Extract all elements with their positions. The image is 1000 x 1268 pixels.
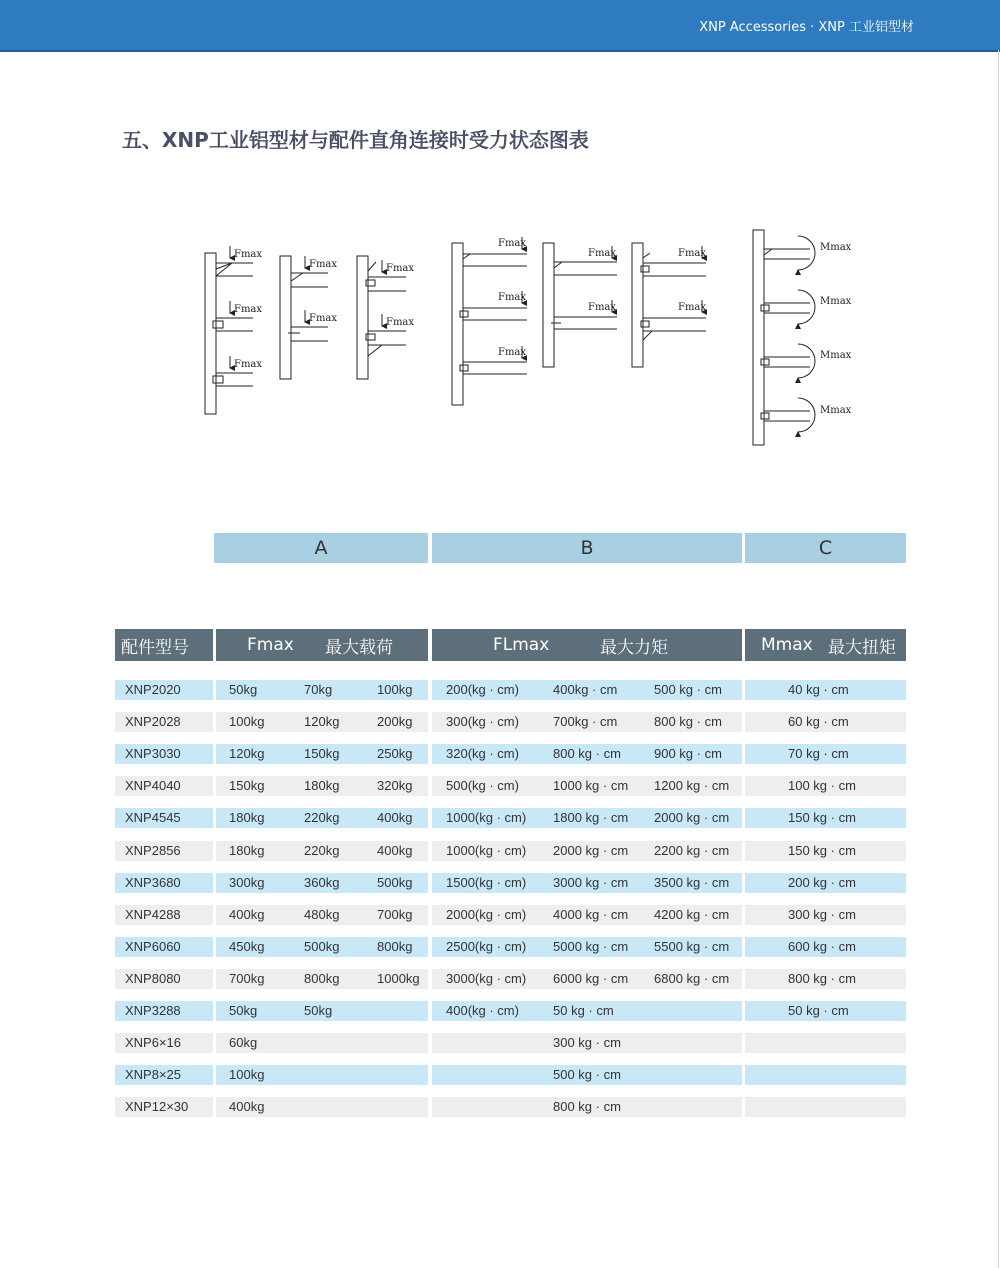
table-cell-a1: 700kg: [229, 971, 265, 986]
table-cell-b3: 5500 kg · cm: [654, 939, 730, 954]
table-cell-model: XNP12×30: [125, 1099, 189, 1114]
header-mmax-cn: 最大扭矩: [828, 637, 896, 658]
table-cell-a1: 180kg: [229, 810, 265, 825]
table-cell-b1: 320(kg · cm): [446, 746, 519, 761]
header-fmax-cn: 最大载荷: [325, 637, 393, 658]
table-cell-b2: 300 kg · cm: [553, 1035, 621, 1050]
table-cell-b1: 1000(kg · cm): [446, 810, 527, 825]
table-cell-b3: 2000 kg · cm: [654, 810, 730, 825]
table-cell-b2: 5000 kg · cm: [553, 939, 629, 954]
table-cell-model: XNP3680: [125, 875, 181, 890]
force-diagram-svg: [0, 0, 1000, 470]
table-cell-a1: 400kg: [229, 907, 265, 922]
table-cell-a2: 220kg: [304, 810, 340, 825]
header-flmax-label: FLmax: [493, 635, 550, 655]
header-mmax-label: Mmax: [761, 635, 813, 655]
table-cell-c: 150 kg · cm: [788, 843, 856, 858]
table-cell-a1: 150kg: [229, 778, 265, 793]
table-cell-a1: 300kg: [229, 875, 265, 890]
table-cell-b1: 300(kg · cm): [446, 714, 519, 729]
table-cell-a2: 220kg: [304, 843, 340, 858]
table-cell-model: XNP3288: [125, 1003, 181, 1018]
table-cell-b2: 800 kg · cm: [553, 746, 621, 761]
table-row-segment: [745, 1097, 906, 1117]
table-cell-b2: 400kg · cm: [553, 682, 618, 697]
table-cell-b2: 3000 kg · cm: [553, 875, 629, 890]
fmax-label: Fmax: [234, 249, 263, 260]
table-cell-a3: 500kg: [377, 875, 413, 890]
table-cell-b2: 1800 kg · cm: [553, 810, 629, 825]
table-cell-b3: 1200 kg · cm: [654, 778, 730, 793]
table-cell-a3: 250kg: [377, 746, 413, 761]
fmax-label: Fmax: [588, 248, 617, 259]
table-cell-a2: 800kg: [304, 971, 340, 986]
table-cell-b2: 50 kg · cm: [553, 1003, 614, 1018]
table-cell-a2: 70kg: [304, 682, 333, 697]
table-cell-model: XNP6×16: [125, 1035, 182, 1050]
diagram-b1: [452, 237, 527, 405]
table-cell-c: 300 kg · cm: [788, 907, 856, 922]
diagram-a1: [205, 246, 253, 414]
table-cell-a1: 400kg: [229, 1099, 265, 1114]
table-cell-a1: 450kg: [229, 939, 265, 954]
table-cell-b2: 500 kg · cm: [553, 1067, 621, 1082]
table-cell-a2: 180kg: [304, 778, 340, 793]
table-row-segment: [745, 1065, 906, 1085]
table-cell-b1: 400(kg · cm): [446, 1003, 519, 1018]
mmax-label: Mmax: [820, 296, 852, 307]
table-cell-b2: 4000 kg · cm: [553, 907, 629, 922]
group-b-label: B: [432, 533, 742, 563]
table-row-segment: [745, 1033, 906, 1053]
fmax-label: Fmax: [386, 263, 415, 274]
table-cell-a3: 400kg: [377, 843, 413, 858]
table-cell-c: 100 kg · cm: [788, 778, 856, 793]
table-cell-b3: 6800 kg · cm: [654, 971, 730, 986]
table-cell-a3: 100kg: [377, 682, 413, 697]
table-cell-a2: 500kg: [304, 939, 340, 954]
mmax-label: Mmax: [820, 350, 852, 361]
table-cell-c: 150 kg · cm: [788, 810, 856, 825]
table-cell-a2: 50kg: [304, 1003, 333, 1018]
header-fmax: [216, 629, 428, 661]
table-cell-b2: 800 kg · cm: [553, 1099, 621, 1114]
fmax-label: Fmax: [234, 359, 263, 370]
table-cell-b3: 4200 kg · cm: [654, 907, 730, 922]
table-cell-b1: 500(kg · cm): [446, 778, 519, 793]
table-cell-b3: 3500 kg · cm: [654, 875, 730, 890]
table-cell-model: XNP2856: [125, 843, 181, 858]
table-cell-a3: 1000kg: [377, 971, 420, 986]
header-model: [115, 629, 213, 661]
table-cell-c: 50 kg · cm: [788, 1003, 849, 1018]
table-cell-model: XNP2020: [125, 682, 181, 697]
diagram-c: [753, 230, 815, 445]
fmax-label: Fmax: [386, 317, 415, 328]
table-cell-c: 600 kg · cm: [788, 939, 856, 954]
table-cell-a1: 100kg: [229, 1067, 265, 1082]
table-cell-a2: 360kg: [304, 875, 340, 890]
fmax-label: Fmax: [678, 248, 707, 259]
fmax-label: Fmax: [678, 302, 707, 313]
mmax-label: Mmax: [820, 242, 852, 253]
table-cell-a1: 100kg: [229, 714, 265, 729]
table-cell-b2: 1000 kg · cm: [553, 778, 629, 793]
header-fmax-label: Fmax: [247, 635, 294, 655]
table-cell-b2: 700kg · cm: [553, 714, 618, 729]
table-cell-b1: 1000(kg · cm): [446, 843, 527, 858]
fmax-label: Fmax: [309, 259, 338, 270]
table-cell-a1: 50kg: [229, 682, 258, 697]
table-cell-b2: 2000 kg · cm: [553, 843, 629, 858]
table-cell-a3: 320kg: [377, 778, 413, 793]
header-text: XNP Accessories · XNP 工业铝型材: [699, 20, 914, 35]
table-cell-c: 200 kg · cm: [788, 875, 856, 890]
table-cell-b3: 900 kg · cm: [654, 746, 722, 761]
header-model-label: 配件型号: [121, 637, 189, 658]
table-cell-b3: 2200 kg · cm: [654, 843, 730, 858]
group-a-label: A: [214, 533, 428, 563]
page-title: 五、XNP工业铝型材与配件直角连接时受力状态图表: [122, 128, 589, 152]
table-cell-a3: 700kg: [377, 907, 413, 922]
table-cell-a2: 120kg: [304, 714, 340, 729]
table-cell-c: 40 kg · cm: [788, 682, 849, 697]
table-cell-a1: 50kg: [229, 1003, 258, 1018]
fmax-label: Fmax: [498, 238, 527, 249]
table-cell-b1: 3000(kg · cm): [446, 971, 527, 986]
table-cell-model: XNP4288: [125, 907, 181, 922]
table-cell-a2: 150kg: [304, 746, 340, 761]
table-cell-b1: 2000(kg · cm): [446, 907, 527, 922]
table-cell-model: XNP3030: [125, 746, 181, 761]
table-cell-b2: 6000 kg · cm: [553, 971, 629, 986]
table-cell-c: 800 kg · cm: [788, 971, 856, 986]
table-cell-model: XNP8×25: [125, 1067, 182, 1082]
fmax-label: Fmax: [498, 347, 527, 358]
table-cell-b3: 500 kg · cm: [654, 682, 722, 697]
table-cell-a1: 120kg: [229, 746, 265, 761]
table-cell-b3: 800 kg · cm: [654, 714, 722, 729]
table-cell-a1: 180kg: [229, 843, 265, 858]
table-cell-a3: 200kg: [377, 714, 413, 729]
table-cell-model: XNP4040: [125, 778, 181, 793]
fmax-label: Fmax: [309, 313, 338, 324]
fmax-label: Fmax: [234, 304, 263, 315]
table-cell-c: 70 kg · cm: [788, 746, 849, 761]
table-cell-model: XNP8080: [125, 971, 181, 986]
header-flmax: [432, 629, 742, 661]
table-cell-b1: 1500(kg · cm): [446, 875, 527, 890]
group-c-label: C: [745, 533, 906, 563]
table-cell-a3: 400kg: [377, 810, 413, 825]
fmax-label: Fmax: [498, 292, 527, 303]
table-cell-b1: 2500(kg · cm): [446, 939, 527, 954]
header-mmax: [745, 629, 906, 661]
table-cell-model: XNP4545: [125, 810, 181, 825]
fmax-label: Fmax: [588, 302, 617, 313]
table-cell-model: XNP2028: [125, 714, 181, 729]
mmax-label: Mmax: [820, 405, 852, 416]
table-cell-a3: 800kg: [377, 939, 413, 954]
header-flmax-cn: 最大力矩: [600, 637, 668, 658]
table-cell-a2: 480kg: [304, 907, 340, 922]
table-cell-b1: 200(kg · cm): [446, 682, 519, 697]
table-cell-c: 60 kg · cm: [788, 714, 849, 729]
table-cell-a1: 60kg: [229, 1035, 258, 1050]
table-cell-model: XNP6060: [125, 939, 181, 954]
